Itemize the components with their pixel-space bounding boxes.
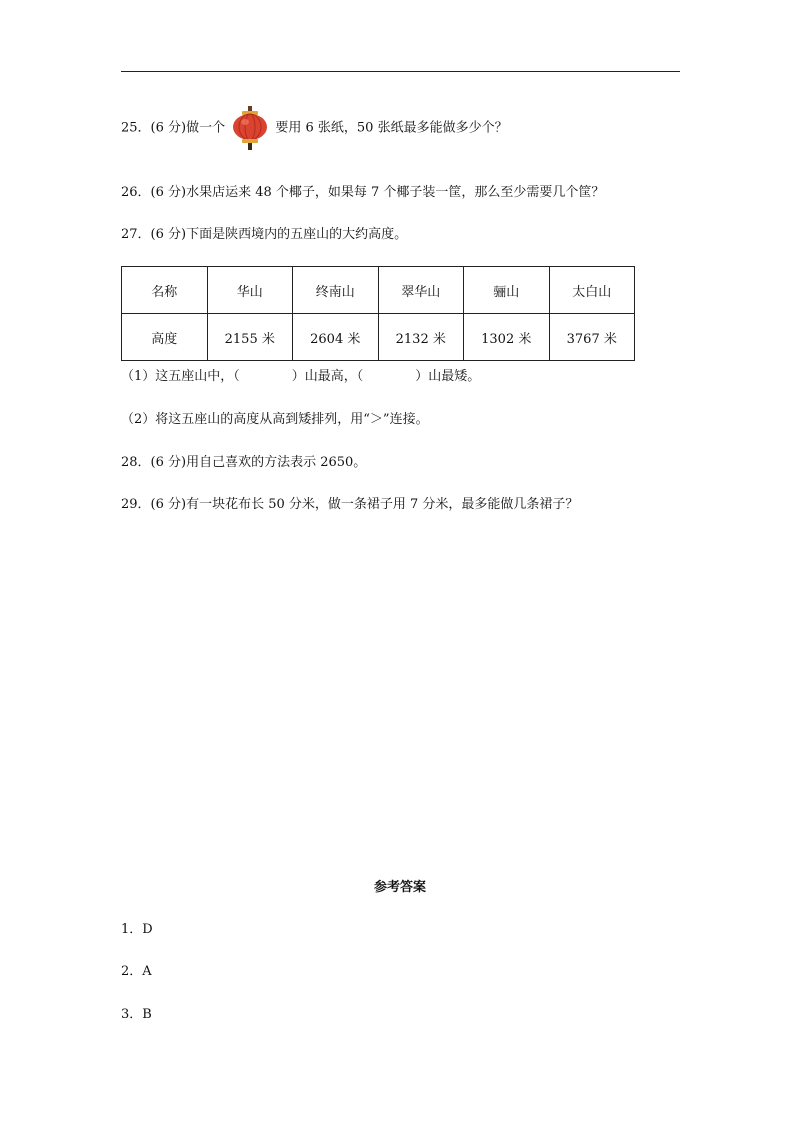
question-25 xyxy=(121,105,508,151)
table-cell: 翠华山 xyxy=(378,267,464,314)
top-divider xyxy=(121,71,680,72)
question-27-part-1 xyxy=(121,368,480,386)
table-row xyxy=(122,314,635,361)
lantern-drawing xyxy=(231,105,269,151)
table-cell: 名称 xyxy=(122,267,208,314)
question-25-prefix: 25．(6 分)做一个 xyxy=(121,120,226,136)
table-cell: 1302 米 xyxy=(464,314,550,361)
answer-item: 1．D xyxy=(121,922,153,937)
part-1-text-c: ）山最矮。 xyxy=(415,369,481,384)
question-26: 26．(6 分)水果店运来 48 个椰子，如果每 7 个椰子装一筐，那么至少需要几个筐？ xyxy=(121,185,605,200)
answer-section-title: 参考答案 xyxy=(373,880,426,895)
table-cell: 高度 xyxy=(122,314,208,361)
question-29: 29．(6 分)有一块花布长 50 分米，做一条裙子用 7 分米，最多能做几条裙子？ xyxy=(121,497,579,512)
table-cell: 终南山 xyxy=(293,267,379,314)
question-27: 27．(6 分)下面是陕西境内的五座山的大约高度。 xyxy=(121,227,408,242)
table-cell: 骊山 xyxy=(464,267,550,314)
table-header-row xyxy=(122,267,635,314)
answer-item: 2．A xyxy=(121,964,152,979)
table-cell: 2604 米 xyxy=(293,314,379,361)
answer-item: 3．B xyxy=(121,1007,152,1022)
mountain-height-table xyxy=(121,266,635,361)
part-1-text-a: （1）这五座山中，（ xyxy=(121,369,240,384)
table-cell: 2132 米 xyxy=(378,314,464,361)
question-27-part-2: （2）将这五座山的高度从高到矮排列，用“＞”连接。 xyxy=(121,412,429,427)
table-cell: 2155 米 xyxy=(207,314,293,361)
question-25-suffix: 要用 6 张纸，50 张纸最多能做多少个？ xyxy=(275,120,508,136)
table-cell: 3767 米 xyxy=(549,314,635,361)
part-1-text-b: ）山最高，（ xyxy=(291,369,364,384)
question-28: 28．(6 分)用自己喜欢的方法表示 2650。 xyxy=(121,455,367,470)
table-cell: 华山 xyxy=(207,267,293,314)
lantern-icon xyxy=(231,105,269,151)
table-cell: 太白山 xyxy=(549,267,635,314)
